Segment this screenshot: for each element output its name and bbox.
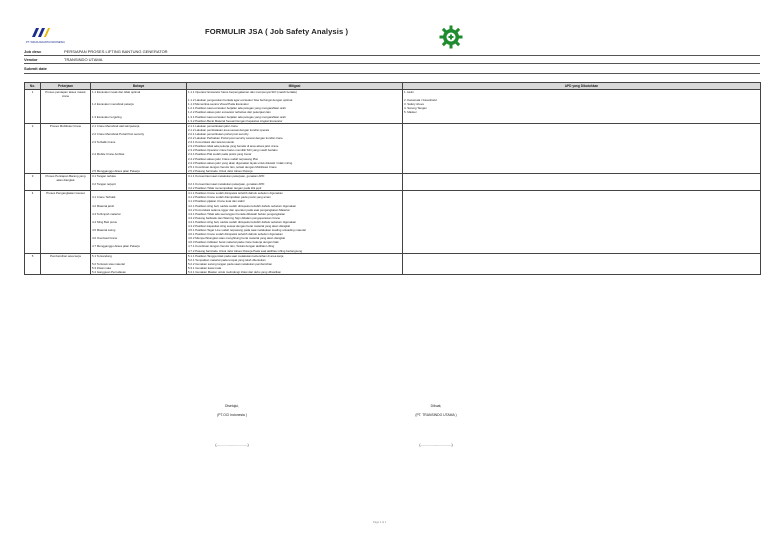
- mitigation-cell: 5.2.2 Gunakan sarung tangan pada saat melakukan pembersihan: [187, 262, 403, 266]
- hazard-cell: 4.4 Sling Belt putus: [91, 220, 187, 224]
- mitigation-cell: 4.2.1 Pastikan sling belt, sackle sudah diinspeksi terlebih dahulu sebelum digunakan: [187, 204, 403, 208]
- table-header-row: [25, 83, 761, 90]
- hazard-cell: 4.5 Material swing: [91, 228, 187, 232]
- mitigation-cell: 4.6.1 Pastikan Crane sudah diinspeksi terlebih dahulu sebelum digunakan: [187, 232, 403, 236]
- prepared-company: (PT. TRANSINDO UTAMA ): [415, 413, 457, 417]
- prepared-label: Dibuat,: [430, 404, 442, 408]
- row-number: [25, 270, 41, 275]
- work-cell: Proses persiapan akses masuk crane: [41, 90, 91, 99]
- mitigation-cell: 2.3.2 Pastikan tidak ada pekerja yang berada di area akses jalur crane: [187, 144, 403, 148]
- mitigation-cell: 4.7.2 Pasang barricade Untuk Jalur Akses Pekerja Pada saat aktifitas Lifting berlangsung: [187, 249, 403, 254]
- hazard-cell: 4.3 Terlimpah material: [91, 212, 187, 216]
- hazard-cell: 2.1 Crane Menabrak alat lain/pekerja: [91, 123, 187, 128]
- ppe-cell: 2. Kacamata / Faceshield: [403, 98, 761, 102]
- job-desc-label: Job desc: [24, 49, 42, 54]
- job-desc-value: PERSIAPAN PROSES LIFTING BANTUNG GENERATOR: [64, 49, 168, 54]
- approved-signature-line: (.................................): [215, 443, 249, 447]
- mitigation-cell: 1.3.1 Pastikan saat excavator berjalan ada petugas yang mengarahkan arah: [187, 115, 403, 119]
- work-cell: Proses Persiapan Barang yang akan diangkat: [41, 173, 91, 182]
- mitigation-cell: 2.4.2 Pastikan akses jalur Crane sudah terpasang Plat: [187, 157, 403, 161]
- row-number: 1: [25, 90, 41, 99]
- col-header-hazard: Bahaya: [91, 83, 187, 90]
- form-title: FORMULIR JSA ( Job Safety Analysis ): [205, 27, 349, 36]
- mitigation-cell: 4.2.2 Komunikasi selama rigger dan operator pada saat pengangkatan Material: [187, 208, 403, 212]
- mitigation-cell: 4.1.3 Pastikan pijakan Crane kuat dan stabil: [187, 199, 403, 203]
- hazard-cell: 5.2 Tertusuk sisa material: [91, 262, 187, 266]
- mitigation-cell: 5.4.1 Gunakan Masker untuk melindungi iritasi dari debu yang dihasilkan: [187, 270, 403, 275]
- hazard-cell: 5.1 Tersandung: [91, 253, 187, 258]
- divider: [24, 55, 760, 56]
- mitigation-cell: 1.3.2 Pastikan Berat Material Sesuai Dengan Kapasitas Angkat Excavator: [187, 119, 403, 124]
- divider: [24, 63, 760, 64]
- mitigation-cell: 2.1.1 Lakukan pemeriksaan jalur crane: [187, 123, 403, 128]
- divider: [24, 73, 760, 74]
- mitigation-cell: 2.5.1 Koordinasi dengan Vendor lain, terkait dengan Mobilisasi Crane: [187, 165, 403, 169]
- mitigation-cell: 1.1.1 Operator Excavator harus berpengalaman dan mempunyai SIO (masih berlaku): [187, 90, 403, 99]
- gear-logo-icon: [439, 25, 463, 49]
- mitigation-cell: 1.1.3 Memeriksa secara Visual Pada Excavator: [187, 102, 403, 106]
- mitigation-cell: 4.1.1 Pastikan Crane sudah diinspeksi terlebih dahulu sebelum digunakan: [187, 191, 403, 196]
- mitigation-cell: 3.2.2 Pastikan Tidak menempatkan tangan pada titik jepit: [187, 186, 403, 191]
- mitigation-cell: 3.2.1 Konsentrasi saat melakukan pekerjaan, gunakan APD: [187, 182, 403, 186]
- hazard-cell: 4.7 Mengganggu Akses jalan Pekerja: [91, 244, 187, 248]
- hazard-cell: 4.6 Overload Crane: [91, 236, 187, 240]
- table-body: [25, 90, 761, 275]
- hazard-cell: 1.1 Excavator rusak dan tidak optimal: [91, 90, 187, 99]
- col-header-ppe: APD yang Dibutuhkan: [403, 83, 761, 90]
- work-cell: Proses Pengangkatan Genset: [41, 191, 91, 196]
- mitigation-cell: 4.4.2 Pastikan kapasitas sling sesuai dengan berat material yang akan diangkat: [187, 224, 403, 228]
- work-cell: Pembersihan area kerja: [41, 253, 91, 258]
- hazard-cell: 1.3 Excavator terguling: [91, 115, 187, 119]
- mitigation-cell: 2.2.2 Lakukan Perbaikan Portal post security sesuai dengan kondisi crane: [187, 136, 403, 140]
- page-number: Page 1 of 1: [373, 521, 387, 524]
- mitigation-cell: 3.1.1 Konsentrasi saat melakukan pekerjaan, gunakan APD: [187, 173, 403, 182]
- ppe-cell: [403, 270, 761, 275]
- col-header-work: Pekerjaan: [41, 83, 91, 90]
- ppe-cell: 4. Sarung Tangan: [403, 106, 761, 110]
- vendor-value: TRANSINDO UTAMA: [64, 57, 103, 62]
- hazard-cell: 4.2 Material jatuh: [91, 204, 187, 208]
- mitigation-cell: 4.3.2 Pasang barikade dan Warning Sign didalam pengoperasian Crane: [187, 216, 403, 220]
- hazard-cell: 3.2 Tangan terjepit: [91, 182, 187, 186]
- mitigation-cell: 4.6.3 Pastikan indikator berat material pada crane bekerja dengan baik: [187, 240, 403, 244]
- submit-date-label: Submit date: [24, 66, 47, 71]
- hazard-cell: 5.4 Gangguan Pernafasan: [91, 270, 187, 275]
- approved-company: (PT.OCI Indonesia ): [217, 413, 247, 417]
- vendor-label: Vendor: [24, 57, 38, 62]
- mitigation-cell: 4.5.1 Pastikan Tagar Line sudah terpasang pada saat melakukan loading unloading material: [187, 228, 403, 232]
- mitigation-cell: 1.1.2 Lakukan pengecekan berkala agar excavator bisa berfungsi dengan optimal: [187, 98, 403, 102]
- approved-label: Disetujui,: [225, 404, 239, 408]
- mitigation-cell: 2.4.1 Pastikan Plat sudah pada posisi yang benar: [187, 152, 403, 156]
- mitigation-cell: 1.2.2 Pastikan akses jalur excavator terbebas dari pekerjaan lain: [187, 110, 403, 114]
- row-number: 4: [25, 191, 41, 196]
- mitigation-cell: 5.1.1 Pastikan Tangga tidak pada saat melakukan kebersihan di area kerja: [187, 253, 403, 258]
- prepared-signature-line: (.................................): [419, 443, 453, 447]
- hazard-cell: 4.1 Crane Terbalik: [91, 195, 187, 199]
- mitigation-cell: 5.3.1 Gunakan kaca mata: [187, 266, 403, 270]
- table-row: [25, 270, 761, 275]
- ppe-cell: 5. Masker: [403, 110, 761, 114]
- hazard-cell: 5.3 Iritasi mata: [91, 266, 187, 270]
- ppe-cell: [403, 173, 761, 182]
- row-number: 3: [25, 173, 41, 182]
- mitigation-cell: 2.1.2 Lakukan pembatasan area sesuai dengan kondisi operasi: [187, 128, 403, 132]
- mitigation-cell: 2.2.1 Lakukan pemeriksaan portal post security: [187, 132, 403, 136]
- hazard-cell: 2.2 Crane Menabrak Portal Post security: [91, 132, 187, 136]
- work-cell: Proses Mobilisasi Crane: [41, 123, 91, 128]
- mitigation-cell: 2.5.2 Pasang barricade Untuk Jalur Akses Pekerja: [187, 169, 403, 174]
- mitigation-cell: 2.3.3 Pastikan Operator crane harus memiliki SIO yang masih berlaku: [187, 148, 403, 152]
- table-row: [25, 90, 761, 99]
- hazard-cell: 2.3 Terbalik Crane: [91, 140, 187, 144]
- hazard-cell: 2.4 Mobile Crane Amblas: [91, 152, 187, 156]
- hazard-cell: 2.5 Mengganggu Akses jalan Pekerja: [91, 169, 187, 174]
- mitigation-cell: 4.4.1 Pastikan sling belt, sackle sudah diinspeksi terlebih dahulu sebelum digunakan: [187, 220, 403, 224]
- company-name: PT. WIDJAJAKARTA INDONESIA: [26, 41, 65, 44]
- hazard-cell: 1.2 Excavator menabrak pekerja: [91, 102, 187, 106]
- mitigation-cell: 1.2.1 Pastikan saat excavator berjalan ada petugas yang mengarahkan arah: [187, 106, 403, 110]
- mitigation-cell: 4.1.2 Pastikan Crane sudah ditempatkan pada posisi yang aman: [187, 195, 403, 199]
- table-row: [25, 173, 761, 182]
- jsa-table: [24, 82, 761, 275]
- mitigation-cell: 5.2.1 Tempatkan material pada tempat yang telah ditentukan: [187, 258, 403, 262]
- ppe-cell: 1. Helm: [403, 90, 761, 99]
- mitigation-cell: 2.4.3 Pastikan akses jalur yang akan digunakan layak untuk dilewati / tidak miring: [187, 161, 403, 165]
- work-cell: [41, 270, 91, 275]
- mitigation-cell: 2.3.1 Komunikasi dan tata komando: [187, 140, 403, 144]
- company-logo: [26, 27, 58, 39]
- ppe-cell: 3. Safety shoes: [403, 102, 761, 106]
- hazard-cell: 3.1 Tangan terluka: [91, 173, 187, 182]
- col-header-mitigation: Mitigasi: [187, 83, 403, 90]
- row-number: 5: [25, 253, 41, 258]
- mitigation-cell: 4.7.1 Koordinasi dengan Vendor lain, Terkait dengan aktifitas Lifting: [187, 244, 403, 248]
- mitigation-cell: 4.3.1 Pastikan Tidak ada seorangpun berada dibawah beban pengangkatan: [187, 212, 403, 216]
- row-number: 2: [25, 123, 41, 128]
- col-header-no: No.: [25, 83, 41, 90]
- mitigation-cell: 4.6.2 Memperhitungkan atau menghitung berat material yang akan diangkat: [187, 236, 403, 240]
